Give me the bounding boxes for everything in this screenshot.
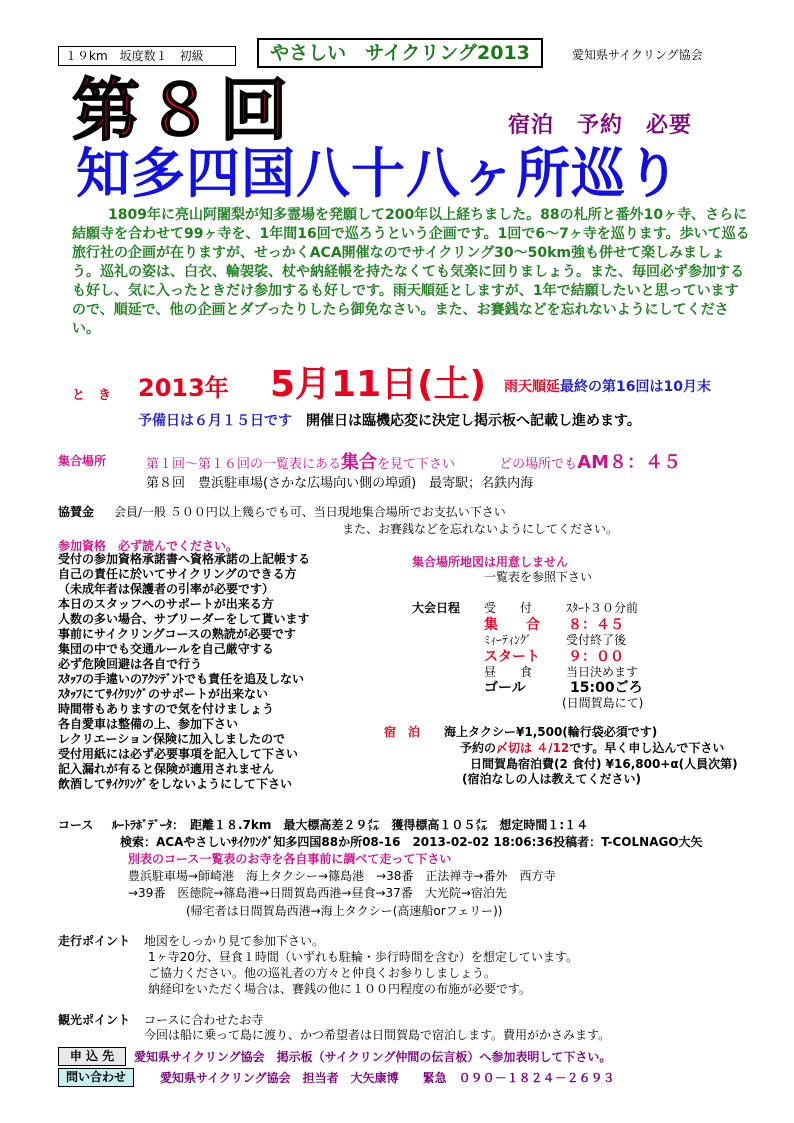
- stay-line2-c: です。早く申し込んで下さい: [569, 741, 725, 755]
- qualification-item: ｽﾀｯﾌの手違いのｱｸｼﾃﾞﾝﾄでも責任を追及しない: [58, 672, 305, 686]
- qualification-item: 記入漏れが有ると保険が適用されません: [58, 762, 275, 776]
- qualification-item: 受付の参加資格承諾書へ資格承諾の上記帳する: [58, 552, 311, 566]
- meeting-line2: 第８回 豊浜駐車場(さかな広場向い側の埠頭) 最寄駅；名鉄内海: [146, 476, 534, 491]
- riding-points-label: 走行ポイント: [58, 934, 131, 948]
- qualification-item: 必ず危険回避は各自で行う: [58, 657, 203, 671]
- qualification-item: 受付用紙には必ず必要事項を記入して下さい: [58, 747, 299, 761]
- meeting-time: AM８：４５: [577, 452, 682, 473]
- stay-deadline: 〆切は ４/12: [496, 741, 570, 755]
- edition-title: 第８回: [72, 72, 295, 151]
- riding-points-line2: 1ヶ寺20分、昼食１時間（いずれも駐輪・歩行時間を含む）を想定しています。: [148, 950, 578, 964]
- reserve-day: 予備日は６月１５日です: [138, 413, 292, 429]
- riding-points-line4: 納経印をいただく場合は、賽銭の他に１００円程度の布施が必要です。: [148, 982, 532, 996]
- stay-line4: (宿泊なしの人は教えてください): [462, 772, 641, 786]
- schedule-reception-note: ｽﾀｰﾄ３０分前: [566, 601, 639, 615]
- qualification-item: （未成年者は保護者の引率が必要です）: [58, 582, 275, 596]
- stay-line1: 海上タクシー¥1,500(輪行袋必須です): [444, 725, 658, 739]
- meeting-label: 集合場所: [58, 454, 107, 468]
- course-route3: (帰宅者は日間賀島西港→海上タクシー(高速船orフェリー)): [186, 904, 503, 918]
- schedule-reception: 受 付: [484, 601, 533, 615]
- event-title-box: やさしい サイクリング2013: [257, 38, 543, 68]
- course-note: 別表のコース一覧表のお寺を各自事前に調べて走って下さい: [128, 852, 452, 866]
- course-label: コース: [58, 818, 94, 832]
- stay-line3: 日間賀島宿泊費(2 食付) ¥16,800+α(人員次第): [470, 757, 738, 771]
- qualification-item: レクリエーション保険に加入しましたので: [58, 732, 286, 746]
- qualification-item: 飲酒してｻｲｸﾘﾝｸﾞをしないようにして下さい: [58, 777, 293, 791]
- qualification-item: 各自愛車は整備の上、参加下さい: [58, 717, 239, 731]
- final-session-note: 最終の第16回は10月末: [560, 379, 711, 395]
- intro-paragraph: 1809年に亮山阿闍梨が知多霊場を発願して200年以上経ちました。88の札所と番外10ヶ寺、さらに結願寺を合わせて99ヶ寺を、1年間16回で巡ろうという企画です。1回で6～7ヶ寺を巡ります。歩いて巡る旅行社の企画が在りますが、せっかくACA開催なのでサイクリング30～50km強も併せて楽しみましょう。巡礼の姿は、白衣、輪袈裟、杖や納経帳を持たなくても気楽に回りましょう。また、毎回必ず参加するも好し、気に入ったときだけ参加するも好しです。雨天順延としますが、1年で結願したいと思っていますので、順延で、他の企画とダブったりしたら御免なさい。また、お賽銭などを忘れないようにしてください。: [72, 207, 750, 337]
- schedule-goal-place: (日間賀島にて): [562, 696, 644, 710]
- schedule-gather: 集 合: [484, 617, 540, 633]
- sightseeing-line2: 今回は船に乗って島に渡り、かつ希望者は日間賀島で宿泊します。費用がかさみます。: [144, 1028, 611, 1042]
- association-name: 愛知県サイクリング協会: [572, 48, 703, 62]
- qualification-label: 参加資格 必ず読んでください。: [58, 539, 239, 553]
- stay-line2-a: 予約の: [460, 741, 497, 755]
- meeting-anywhere: どの場所でも: [499, 457, 578, 472]
- event-year: 2013年: [138, 374, 229, 402]
- apply-label: 申 込 先: [58, 1047, 126, 1066]
- stay-line2: [460, 739, 724, 756]
- level-badge: １９km 坂度数１ 初級: [58, 46, 236, 66]
- qualification-item: 自己の責任に於いてサイクリングのできる方: [58, 567, 297, 581]
- main-title: 知多四国八十八ヶ所巡り: [76, 142, 681, 205]
- apply-text: 愛知県サイクリング協会 掲示板（サイクリング仲間の伝言板）へ参加表明して下さい。: [134, 1050, 612, 1064]
- fee-line2: また、お賽銭などを忘れないようにしてください。: [342, 522, 619, 536]
- meeting-gather-word: 集合: [341, 452, 378, 473]
- sightseeing-line1: コースに合わせたお寺: [144, 1013, 264, 1027]
- contact-text: 愛知県サイクリング協会 担当者 大矢康博 緊急 ０９０－１８２４－２６９３: [160, 1071, 615, 1085]
- when-label: と き: [72, 388, 112, 403]
- course-data: ﾙｰﾄﾗﾎﾞﾃﾞｰﾀ： 距離１８.7km 最大標高差２９㍍ 獲得標高１０５㍍ 想定時間１:１４: [112, 818, 589, 832]
- reserve-note: 開催日は臨機応変に決定し掲示板へ記載し進めます。: [306, 413, 641, 429]
- map-note: 一覧表を参照下さい: [484, 570, 593, 584]
- schedule-gather-time: ８：４５: [568, 617, 624, 633]
- schedule-meeting-note: 受付終了後: [566, 633, 627, 647]
- schedule-meeting: ﾐｨｰﾃｨﾝｸﾞ: [484, 633, 533, 647]
- reserve-day-line: [138, 410, 641, 430]
- rain-postpone: 雨天順延: [504, 379, 560, 395]
- qualification-list: [58, 552, 310, 792]
- fee-line1: 会員/一般 ５００円以上幾らでも可、当日現地集合場所でお支払い下さい: [114, 505, 506, 519]
- schedule-lunch-note: 当日決めます: [566, 665, 639, 679]
- schedule-goal: ゴール: [484, 680, 526, 696]
- schedule-goal-time: 15:00ごろ: [570, 680, 643, 696]
- qualification-item: 本日のスタッフへのサポートが出来る方: [58, 597, 274, 611]
- qualification-item: 時間帯もありますので気を付けましょう: [58, 702, 275, 716]
- meeting-line1: [146, 448, 681, 474]
- rain-note: [504, 376, 711, 396]
- map-title: 集合場所地図は用意しません: [412, 555, 569, 569]
- meeting-line1-c: を見て下さい: [377, 457, 456, 472]
- sightseeing-label: 観光ポイント: [58, 1013, 131, 1027]
- schedule-start: スタート: [484, 649, 540, 665]
- event-date: 5月11日(土): [270, 364, 487, 405]
- qualification-item: ｽﾀｯﾌにてｻｲｸﾘﾝｸﾞのサポートが出来ない: [58, 687, 269, 701]
- schedule-label: 大会日程: [412, 601, 461, 615]
- fee-label: 協賛金: [58, 505, 95, 519]
- schedule-start-time: ９：００: [568, 649, 624, 665]
- qualification-item: 集団の中でも交通ルールを自己厳守する: [58, 642, 274, 656]
- qualification-item: 事前にサイクリングコースの熟読が必要です: [58, 627, 296, 641]
- course-route2: →39番 医徳院→篠島港→日間賀島西港→昼食→37番 大光院→宿泊先: [128, 886, 507, 900]
- stay-label: 宿 泊: [384, 725, 421, 739]
- contact-label: 問い合わせ: [58, 1068, 134, 1087]
- lodging-notice: 宿泊 予約 必要: [508, 113, 693, 138]
- course-route1: 豊浜駐車場→師崎港 海上タクシー→篠島港 →38番 正法禅寺→番外 西方寺: [128, 869, 556, 883]
- riding-points-line3: ご協力ください。他の巡礼者の方々と仲良くお参りしましょう。: [148, 966, 497, 980]
- schedule-lunch: 昼 食: [484, 665, 533, 679]
- meeting-line1-a: 第１回～第１６回の一覧表にある: [146, 457, 342, 472]
- riding-points-line1: 地図をしっかり見て参加下さい。: [144, 934, 325, 948]
- course-search: 検索：ACAやさしいｻｲｸﾘﾝｸﾞ知多四国88か所08-16 2013-02-02 18:06:36投稿者：T-COLNAGO大矢: [120, 835, 703, 849]
- qualification-item: 人数の多い場合、サブリーダーをして貰います: [58, 612, 310, 626]
